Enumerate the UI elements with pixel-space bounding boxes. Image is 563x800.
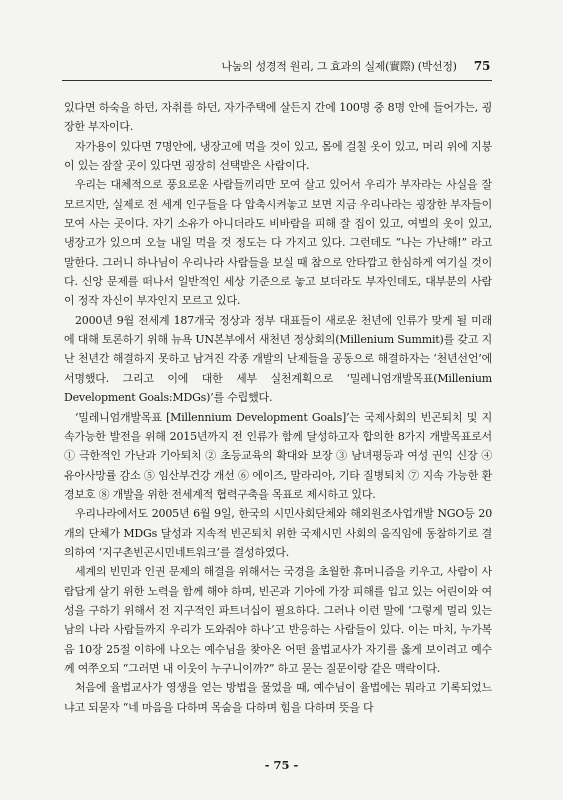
running-header [62, 58, 490, 76]
header-page-number: 75 [473, 59, 490, 73]
paragraph: 자가용이 있다면 7명안에, 냉장고에 먹을 것이 있고, 몸에 걸칠 옷이 있고, 머리 위에 지붕이 있는 잠잘 곳이 있다면 굉장히 선택받은 사람이다. [64, 139, 492, 173]
paragraph: 2000년 9월 전세계 187개국 정상과 정부 대표들이 새로운 천년에 인류가 맞게 될 미래에 대해 토론하기 위해 뉴욕 UN본부에서 새천년 정상회의(Millenium Summit)를 갖고 지난 천년간 해결하지 못하고 남겨진 각종 개발의 난제들을 공동으로 해결하자는 ‘천년선언’에 서명했다. 그리고 이에 대한 세부 실천계획으로 ‘밀레니엄개발목표(Millenium Development Goals:MDGs)’를 수립했다. [64, 313, 492, 405]
header-rule [62, 80, 492, 81]
page-footer-number: - 75 - [264, 758, 299, 772]
paragraph: 우리는 대체적으로 풍요로운 사람들끼리만 모여 살고 있어서 우리가 부자라는 사실을 잘 모르지만, 실제로 전 세계 인구들을 다 압축시켜놓고 보면 지금 우리나라는 굉장한 부자들이 모여 사는 곳이다. 자기 소유가 아니더라도 비바람을 피해 잘 집이 있고, 여벌의 옷이 있고, 냉장고가 있으며 오늘 내일 먹을 것 정도는 다 가지고 있다. 그런데도 “나는 가난해!” 라고 말한다. 그러니 하나님이 우리나라 사람들을 보실 때 참으로 안타깝고 한심하게 여기실 것이다. 신앙 문제를 떠나서 일반적인 세상 기준으로 놓고 보더라도 부자인데도, 대부분의 사람이 정작 자신이 부자인지 모르고 있다. [64, 178, 492, 308]
paragraph: ‘밀레니엄개발목표 [Millennium Development Goals]’는 국제사회의 빈곤퇴치 및 지속가능한 발전을 위해 2015년까지 전 인류가 함께 달성하고자 합의한 8가지 개발목표로서 ① 극한적인 가난과 기아퇴치 ② 초등교육의 확대와 보장 ③ 남녀평등과 여성 권익 신장 ④ 유아사망률 감소 ⑤ 임산부건강 개선 ⑥ 에이즈, 말라리아, 기타 질병퇴치 ⑦ 지속 가능한 환경보호 ⑧ 개발을 위한 전세계적 협력구축을 목표로 제시하고 있다. [64, 410, 492, 501]
paragraph: 처음에 율법교사가 영생을 얻는 방법을 물었을 때, 예수님이 율법에는 뭐라고 기록되었느냐고 되묻자 “네 마음을 다하며 목숨을 다하며 힘을 다하며 뜻을 다 [64, 681, 492, 714]
body-text [64, 98, 492, 717]
paragraph: 있다면 하숙을 하던, 자취를 하던, 자가주택에 살든지 간에 100명 중 8명 안에 들어가는, 굉장한 부자이다. [64, 101, 492, 134]
running-title: 나눔의 성경적 원리, 그 효과의 실제(實際) (박선정) [221, 60, 457, 73]
paragraph: 우리나라에서도 2005년 6월 9일, 한국의 시민사회단체와 해외원조사업개발 NGO등 20개의 단체가 MDGs 달성과 지속적 빈곤퇴치 위한 국제시민 사회의 움직임에 동참하기로 결의하여 ‘지구촌빈곤시민네트워크’를 결성하였다. [64, 507, 492, 559]
paragraph: 세계의 빈민과 인권 문제의 해결을 위해서는 국경을 초월한 휴머니즘을 키우고, 사람이 사람답게 살기 위한 노력을 함께 해야 하며, 빈곤과 기아에 가장 피해를 입고 있는 어린이와 여성을 구하기 위해서 전 지구적인 파트너십이 필요하다. 그러나 이런 말에 ‘그렇게 멀리 있는 남의 나라 사람들까지 우리가 도와줘야 하나’고 반응하는 사람들이 있다. 이는 마치, 누가복음 10장 25절 이하에 나오는 예수님을 찾아온 어떤 율법교사가 자기를 옳게 보이려고 예수께 여쭈오되 “그러면 내 이웃이 누구니이까?” 하고 묻는 질문이랑 같은 맥락이다. [64, 565, 492, 675]
